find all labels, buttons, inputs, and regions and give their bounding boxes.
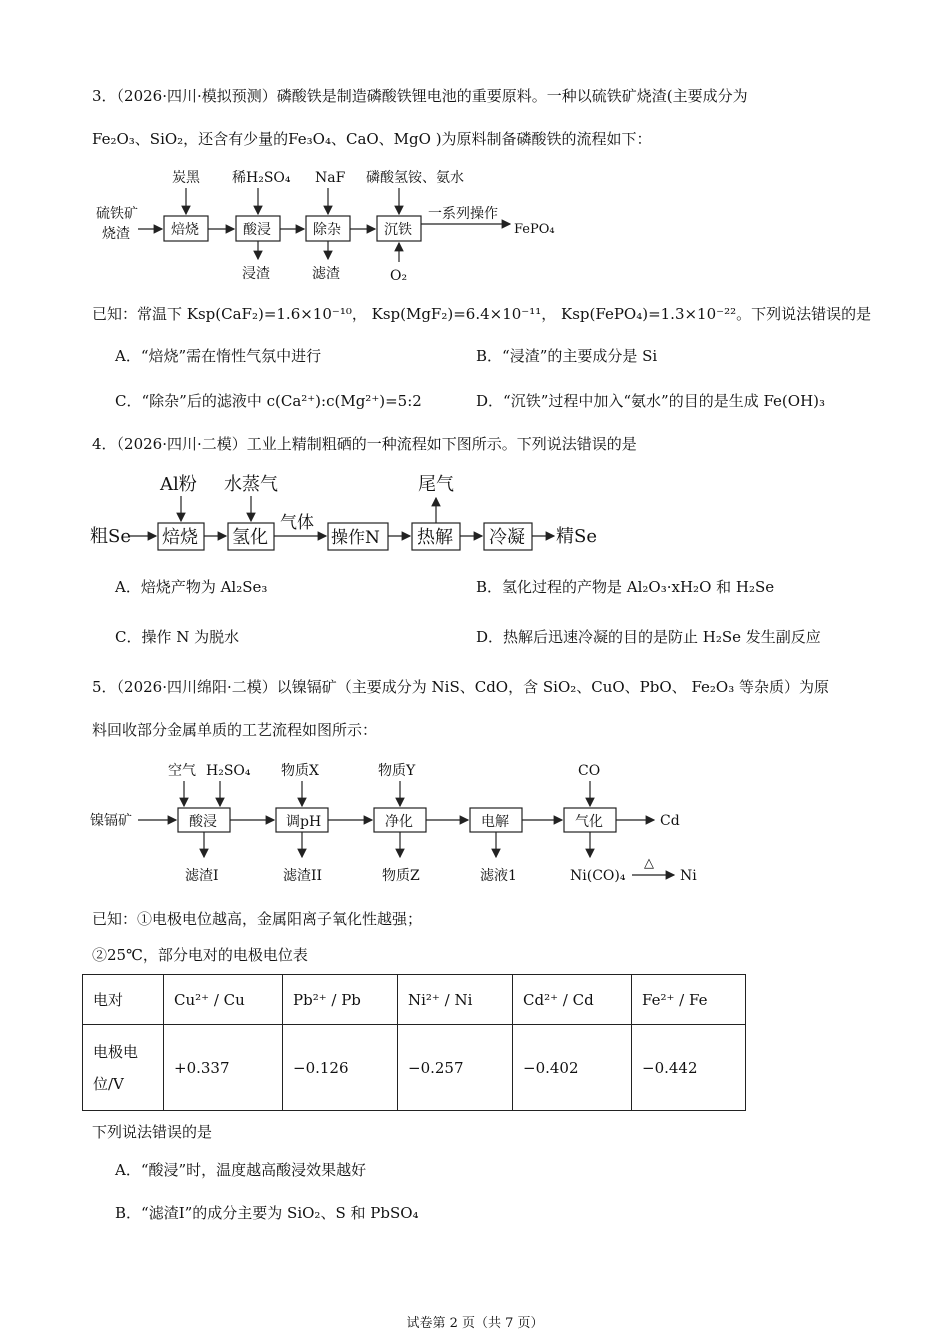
row-label-line1: 电极电 (93, 1042, 139, 1061)
table-header: Cu²⁺ / Cu (164, 975, 283, 1025)
q5-step-2: 调pH (286, 814, 322, 830)
table-cell: +0.337 (164, 1025, 283, 1111)
q4-step-3: 操作N (331, 528, 380, 548)
q5-output-2: 滤渣II (283, 868, 323, 884)
table-header: Pb²⁺ / Pb (283, 975, 398, 1025)
q5-ni: Ni (680, 868, 697, 884)
page-footer: 试卷第 2 页（共 7 页） (406, 1316, 544, 1331)
q5-step-4: 电解 (481, 814, 509, 830)
q4-option-a: A．焙烧产物为 Al₂Se₃ (115, 578, 268, 596)
q3-step-2: 酸浸 (243, 222, 271, 238)
q3-input-3: NaF (315, 170, 346, 186)
q3-start-2: 烧渣 (102, 226, 130, 242)
q5-step-5: 气化 (575, 814, 603, 830)
table-header: Ni²⁺ / Ni (398, 975, 513, 1025)
q4-input-1: Al粉 (160, 474, 197, 495)
q5-output-1: 滤渣I (185, 868, 219, 884)
table-header: 电对 (83, 975, 164, 1025)
table-cell: −0.126 (283, 1025, 398, 1111)
q5-output-3: 物质Z (382, 868, 420, 884)
q4-step-1: 焙烧 (162, 527, 198, 548)
q4-option-c: C．操作 N 为脱水 (115, 628, 240, 646)
q4-option-d: D．热解后迅速冷凝的目的是防止 H₂Se 发生副反应 (476, 628, 821, 646)
q3-output-2: 滤渣 (312, 266, 340, 282)
q5-output-5: Ni(CO)₄ (570, 868, 626, 884)
q3-known: 已知：常温下 Ksp(CaF₂)=1.6×10⁻¹⁰， Ksp(MgF₂)=6.4×10⁻¹¹， Ksp(FePO₄)=1.3×10⁻²²。下列说法错误的是 (92, 305, 872, 323)
q3-start-1: 硫铁矿 (96, 206, 138, 222)
q4-tail: 尾气 (418, 474, 454, 495)
q5-input-3: 物质X (281, 763, 319, 779)
q3-input-1: 炭黑 (172, 170, 200, 186)
q3-input-2: 稀H₂SO₄ (232, 170, 291, 186)
q3-step-1: 焙烧 (171, 222, 199, 238)
q5-input-1: 空气 (168, 763, 196, 779)
q5-input-2: H₂SO₄ (206, 763, 251, 779)
q3-option-c: C．“除杂”后的滤液中 c(Ca²⁺):c(Mg²⁺)=5:2 (115, 392, 422, 410)
table-header: Cd²⁺ / Cd (513, 975, 632, 1025)
q4-input-2: 水蒸气 (224, 474, 278, 495)
q3-end: FePO₄ (514, 222, 555, 237)
q5-option-b: B．“滤渣I”的成分主要为 SiO₂、S 和 PbSO₄ (115, 1204, 419, 1222)
row-label-line2: 位/V (93, 1074, 124, 1093)
table-cell: −0.402 (513, 1025, 632, 1111)
q4-start: 粗Se (90, 526, 131, 547)
q5-input-5: CO (578, 763, 601, 779)
q5-option-a: A．“酸浸”时，温度越高酸浸效果越好 (115, 1161, 367, 1179)
q5-output-4: 滤液1 (480, 868, 517, 884)
q5-step-1: 酸浸 (189, 814, 217, 830)
q4-end: 精Se (556, 526, 597, 547)
table-cell: −0.442 (632, 1025, 746, 1111)
q3-input-4: 磷酸氢铵、氨水 (366, 170, 464, 186)
q4-step-4: 热解 (417, 527, 453, 548)
electrode-potential-table (82, 974, 746, 1111)
table-cell: −0.257 (398, 1025, 513, 1111)
q5-known-2: ②25℃，部分电对的电极电位表 (92, 946, 308, 964)
q3-stem-line1: 3．（2026·四川·模拟预测）磷酸铁是制造磷酸铁锂电池的重要原料。一种以硫铁矿烧渣(主要成分为 (92, 87, 748, 105)
q3-op: 一系列操作 (428, 206, 498, 222)
q5-cd: Cd (660, 813, 680, 829)
q4-option-b: B．氢化过程的产物是 Al₂O₃·xH₂O 和 H₂Se (476, 578, 775, 596)
q5-stem-line1: 5．（2026·四川绵阳·二模）以镍镉矿（主要成分为 NiS、CdO，含 SiO₂、CuO、PbO、 Fe₂O₃ 等杂质）为原 (92, 678, 830, 696)
q5-stem-line2: 料回收部分金属单质的工艺流程如图所示： (92, 721, 378, 739)
q4-gas: 气体 (280, 513, 314, 533)
q4-stem: 4．（2026·四川·二模）工业上精制粗硒的一种流程如下图所示。下列说法错误的是 (92, 435, 637, 453)
q3-option-a: A．“焙烧”需在惰性气氛中进行 (115, 347, 322, 365)
q3-flow-diagram (88, 162, 608, 288)
q3-stem-line2: Fe₂O₃、SiO₂，还含有少量的Fe₃O₄、CaO、MgO )为原料制备磷酸铁的流程如下： (92, 130, 652, 148)
q3-option-d: D．“沉铁”过程中加入“氨水”的目的是生成 Fe(OH)₃ (476, 392, 826, 410)
q3-option-b: B．“浸渣”的主要成分是 Si (476, 347, 658, 365)
q5-known-1: 已知：①电极电位越高，金属阳离子氧化性越强； (92, 910, 423, 928)
q4-flow-diagram (88, 468, 618, 558)
q3-step-3: 除杂 (313, 222, 341, 238)
q3-output-1: 浸渣 (242, 266, 270, 282)
q5-step-3: 净化 (385, 814, 413, 830)
q5-start: 镍镉矿 (90, 813, 132, 829)
table-row-label (83, 1025, 164, 1111)
table-header: Fe²⁺ / Fe (632, 975, 746, 1025)
q3-o2: O₂ (390, 268, 408, 284)
q3-step-4: 沉铁 (384, 222, 412, 238)
q5-input-4: 物质Y (378, 763, 416, 779)
q4-step-2: 氢化 (232, 527, 268, 548)
q4-step-5: 冷凝 (489, 527, 525, 548)
q5-heat: △ (644, 856, 654, 871)
q5-flow-diagram (88, 755, 708, 890)
q5-question: 下列说法错误的是 (92, 1123, 213, 1141)
